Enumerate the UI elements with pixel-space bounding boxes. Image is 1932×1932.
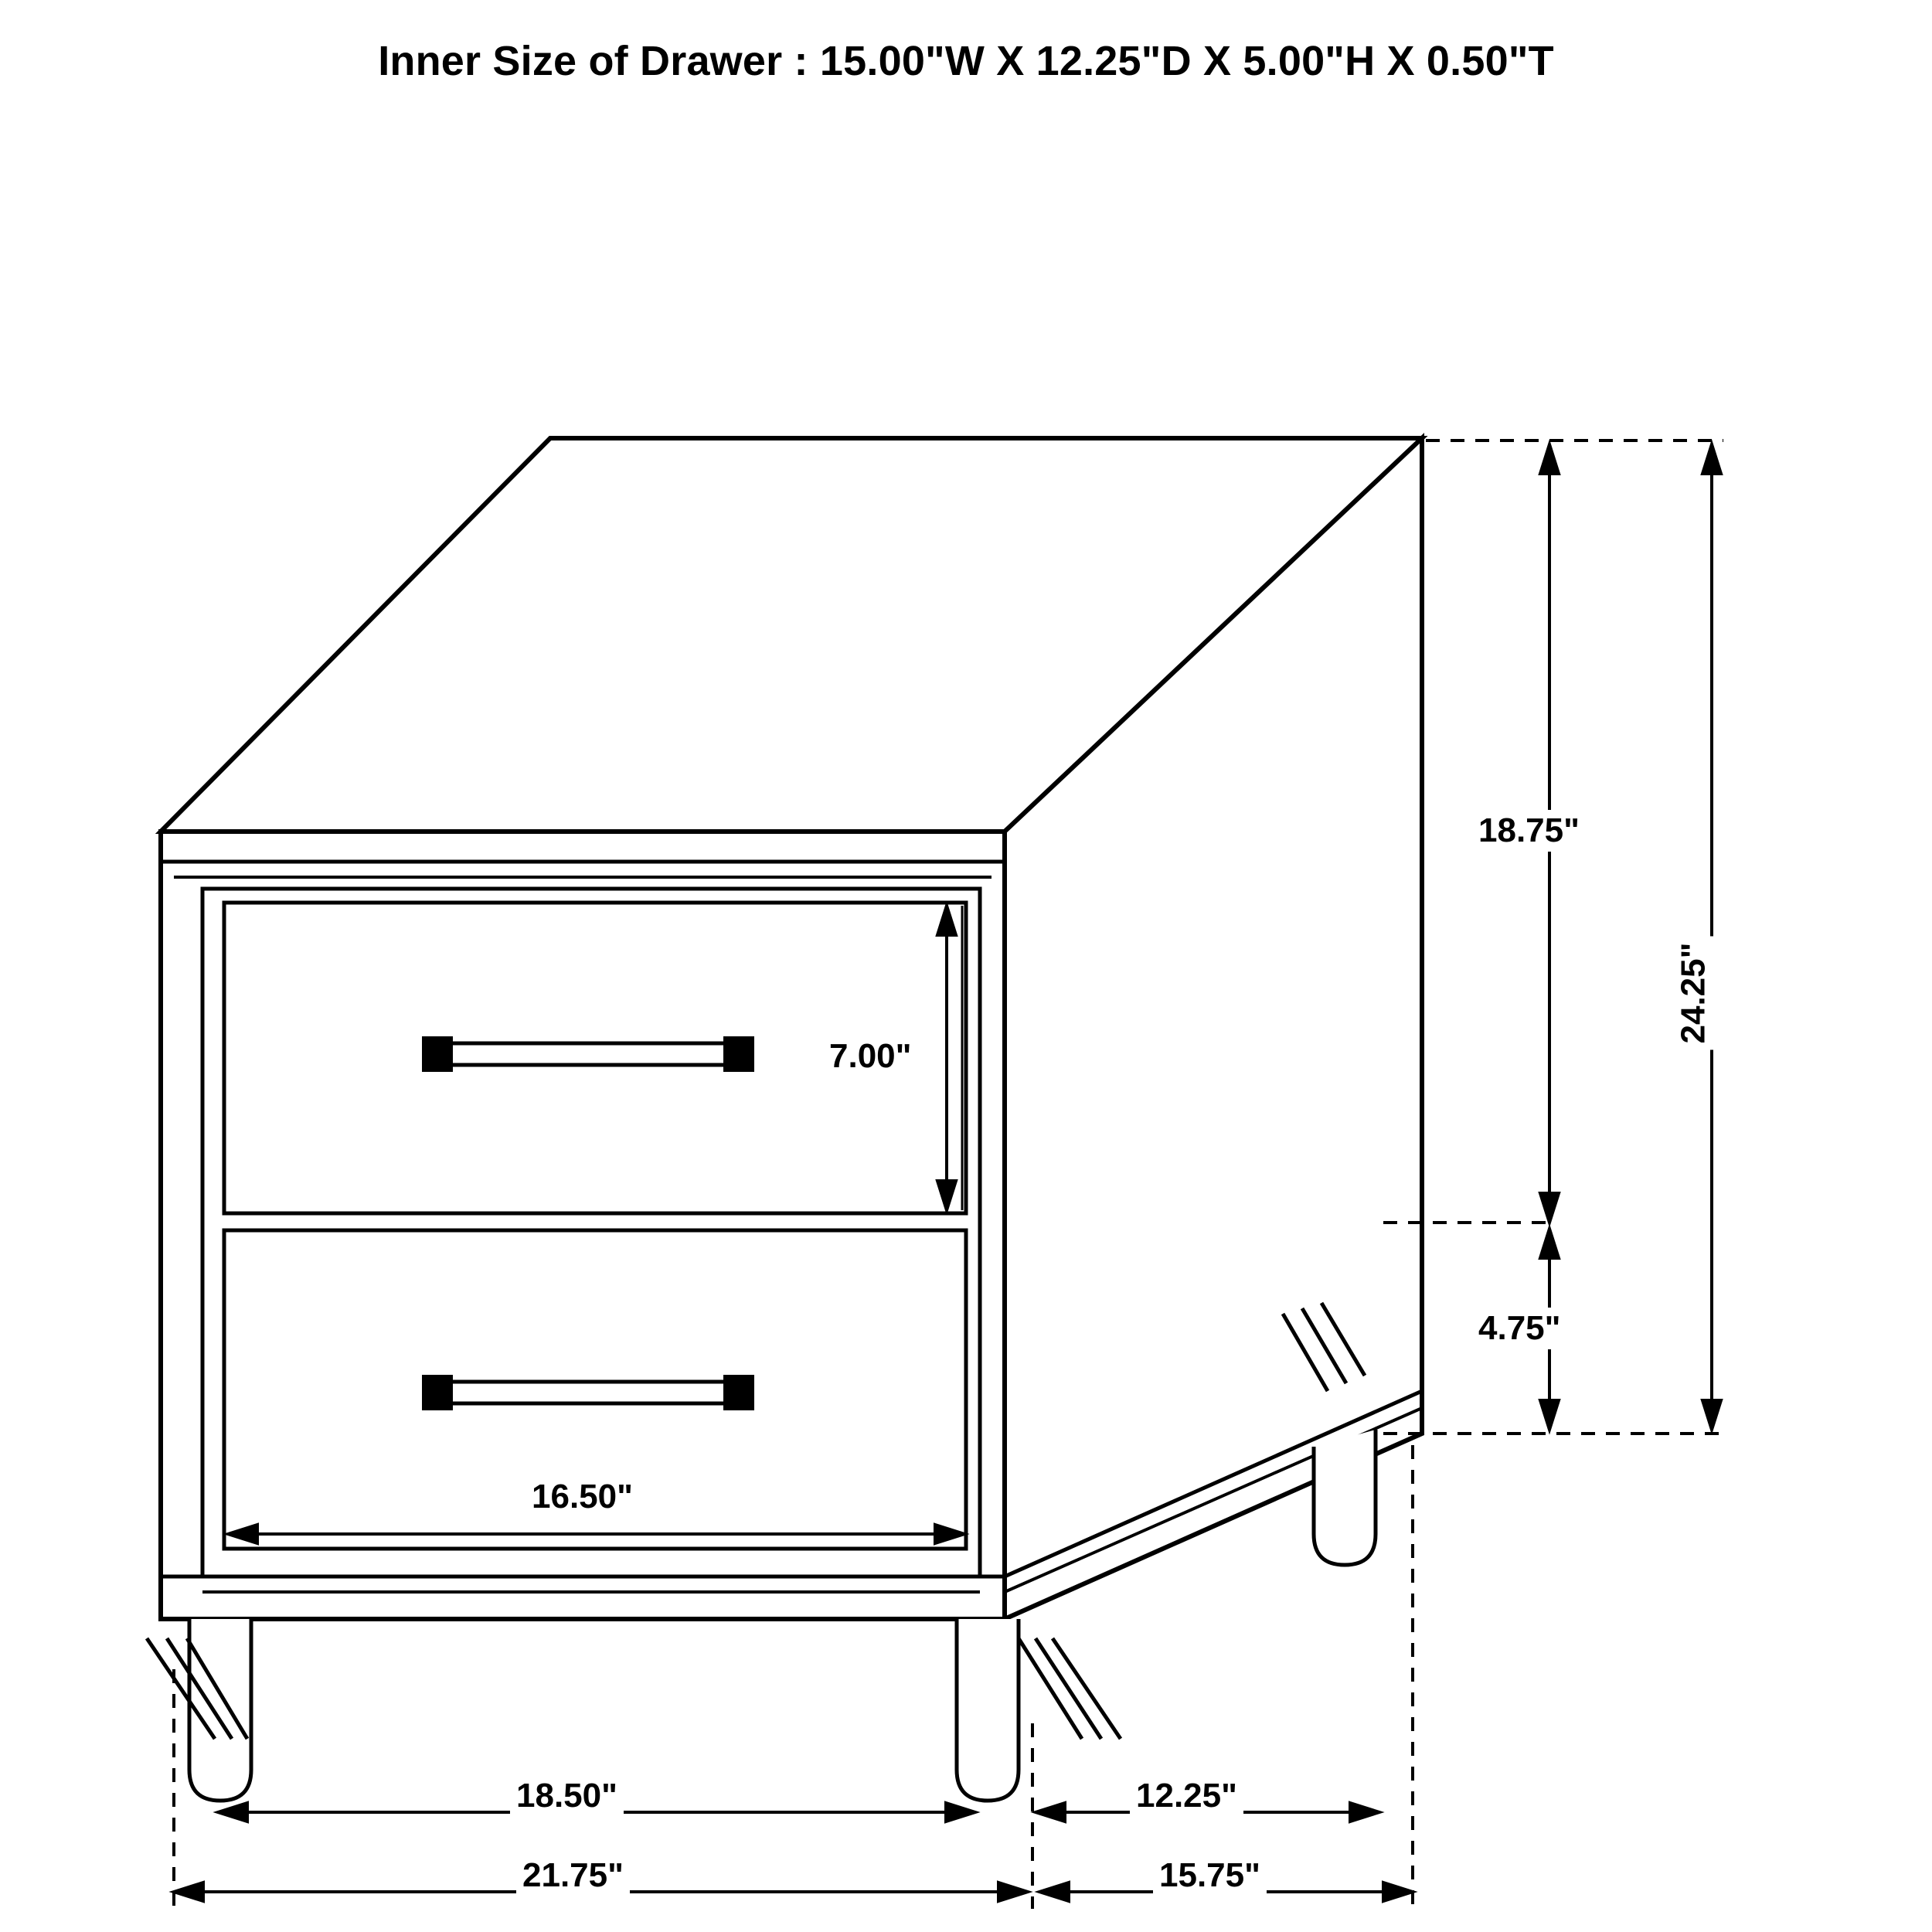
label-16-50: 16.50" <box>526 1476 639 1518</box>
drawer-handle-bottom <box>423 1376 753 1409</box>
label-4-75: 4.75" <box>1472 1308 1567 1349</box>
drawer-handle-top <box>423 1038 753 1070</box>
leg-front-left <box>147 1619 251 1801</box>
label-24-25: 24.25" <box>1672 937 1714 1050</box>
label-18-75: 18.75" <box>1472 810 1586 852</box>
label-12-25: 12.25" <box>1130 1775 1243 1817</box>
page-title: Inner Size of Drawer : 15.00"W X 12.25"D X 5.00"H X 0.50"T <box>378 38 1554 84</box>
label-18-50: 18.50" <box>510 1775 624 1817</box>
leg-front-right <box>957 1619 1121 1801</box>
label-7-00: 7.00" <box>823 1036 918 1077</box>
label-15-75: 15.75" <box>1153 1855 1267 1896</box>
label-21-75: 21.75" <box>516 1855 630 1896</box>
